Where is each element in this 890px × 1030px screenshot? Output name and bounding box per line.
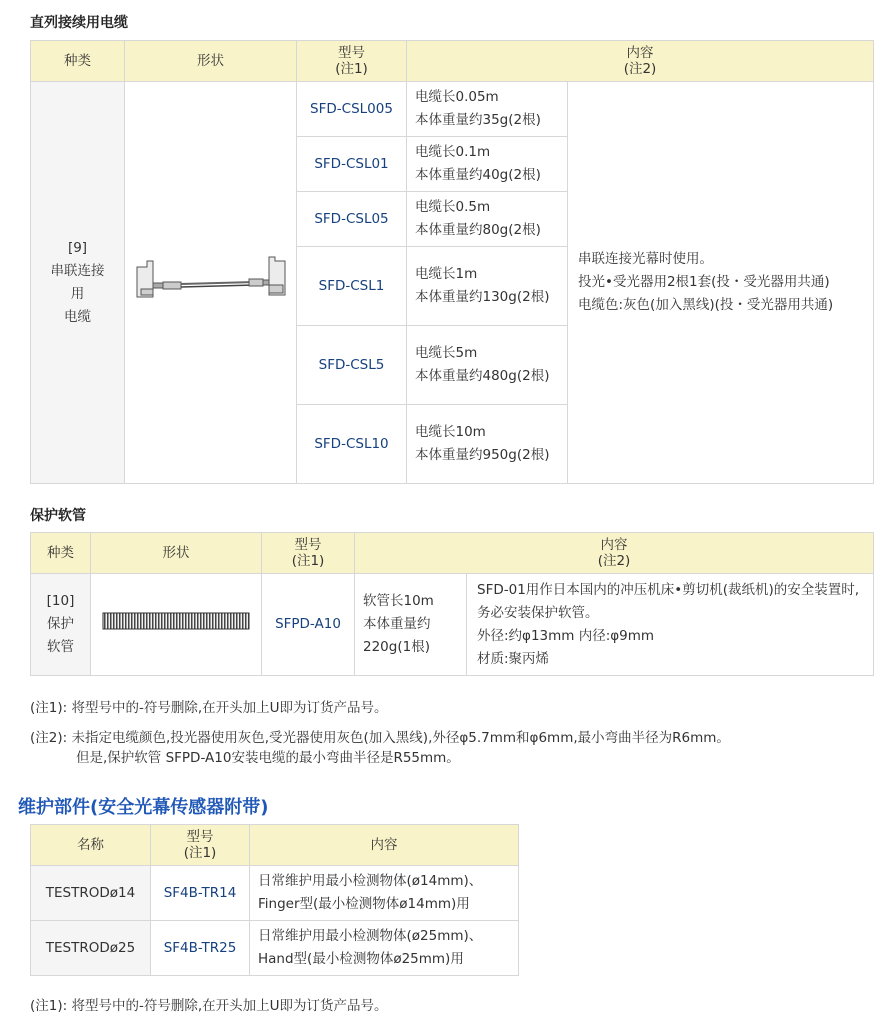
model-link-sfd-csl005[interactable]: SFD-CSL005 [310,100,393,117]
series-cable-table [30,40,874,484]
section-title-protective-hose: 保护软管 [30,508,86,524]
spec-cell: 电缆长10m 本体重量约950g(2根) [407,405,568,484]
model-link-sfd-csl1[interactable]: SFD-CSL1 [318,277,385,294]
hose-image-cell [91,574,262,676]
header-kind: 种类 [31,533,91,574]
table-row [31,574,874,676]
model-cell [297,192,407,247]
header-content: 内容 (注2) [355,533,874,574]
spec-cell: 电缆长5m 本体重量约480g(2根) [407,326,568,405]
header-shape: 形状 [125,41,297,82]
header-row [31,533,874,574]
header-kind: 种类 [31,41,125,82]
maintenance-parts-table [30,824,519,976]
model-cell [297,326,407,405]
section-title-maintenance-parts: 维护部件(安全光幕传感器附带) [18,797,269,818]
name-cell: TESTRODø25 [31,921,151,976]
model-link-sfd-csl05[interactable]: SFD-CSL05 [314,210,389,227]
note-2-continued: 但是,保护软管 SFPD-A10安装电缆的最小弯曲半径是R55mm。 [76,750,460,766]
header-row [31,41,874,82]
content-cell: 日常维护用最小检测物体(ø25mm)、Hand型(最小检测物体ø25mm)用 [250,921,519,976]
spec-cell: 软管长10m 本体重量约220g(1根) [355,574,467,676]
notes-block [30,698,880,768]
model-link-sf4b-tr25[interactable]: SF4B-TR25 [163,939,237,956]
note-1: (注1): 将型号中的-符号删除,在开头加上U即为订货产品号。 [30,700,388,716]
header-name: 名称 [31,825,151,866]
model-cell [297,247,407,326]
spec-cell: 电缆长0.5m 本体重量约80g(2根) [407,192,568,247]
model-link-sfd-csl01[interactable]: SFD-CSL01 [314,155,389,172]
header-model: 型号 (注1) [151,825,250,866]
protective-hose-image [101,611,251,631]
model-cell [297,405,407,484]
table-row [31,82,874,137]
table-row [31,921,519,976]
spec-cell: 电缆长0.05m 本体重量约35g(2根) [407,82,568,137]
content-cell: 日常维护用最小检测物体(ø14mm)、Finger型(最小检测物体ø14mm)用 [250,866,519,921]
name-cell: TESTRODø14 [31,866,151,921]
model-link-sf4b-tr14[interactable]: SF4B-TR14 [163,884,237,901]
table-row [31,866,519,921]
description-cell: SFD-01用作日本国内的冲压机床•剪切机(裁纸机)的安全装置时,务必安装保护软管。 外径:约φ13mm 内径:φ9mm 材质:聚丙烯 [467,574,874,676]
cable-image-cell [125,82,297,484]
header-content: 内容 [250,825,519,866]
header-content: 内容 (注2) [407,41,874,82]
header-row [31,825,519,866]
model-link-sfd-csl5[interactable]: SFD-CSL5 [318,356,385,373]
model-link-sfd-csl10[interactable]: SFD-CSL10 [314,435,389,452]
model-cell [151,866,250,921]
kind-cell: [10] 保护 软管 [31,574,91,676]
section-title-series-cable: 直列接续用电缆 [30,15,128,31]
model-cell [262,574,355,676]
spec-cell: 电缆长0.1m 本体重量约40g(2根) [407,137,568,192]
model-link-sfpd-a10[interactable]: SFPD-A10 [275,616,341,632]
bottom-note: (注1): 将型号中的-符号删除,在开头加上U即为订货产品号。 [30,998,388,1014]
kind-cell: [9] 串联连接 用 电缆 [31,82,125,484]
model-cell [297,137,407,192]
protective-hose-table [30,532,874,676]
note-2: (注2): 未指定电缆颜色,投光器使用灰色,受光器使用灰色(加入黑线),外径φ5.7mm和φ6mm,最小弯曲半径为R6mm。 [30,730,730,746]
header-shape: 形状 [91,533,262,574]
model-cell [297,82,407,137]
spec-cell: 电缆长1m 本体重量约130g(2根) [407,247,568,326]
series-cable-image [131,249,291,309]
description-cell: 串联连接光幕时使用。 投光•受光器用2根1套(投・受光器用共通) 电缆色:灰色(加入黑线)(投・受光器用共通) [568,82,874,484]
header-model: 型号 (注1) [262,533,355,574]
header-model: 型号 (注1) [297,41,407,82]
model-cell [151,921,250,976]
